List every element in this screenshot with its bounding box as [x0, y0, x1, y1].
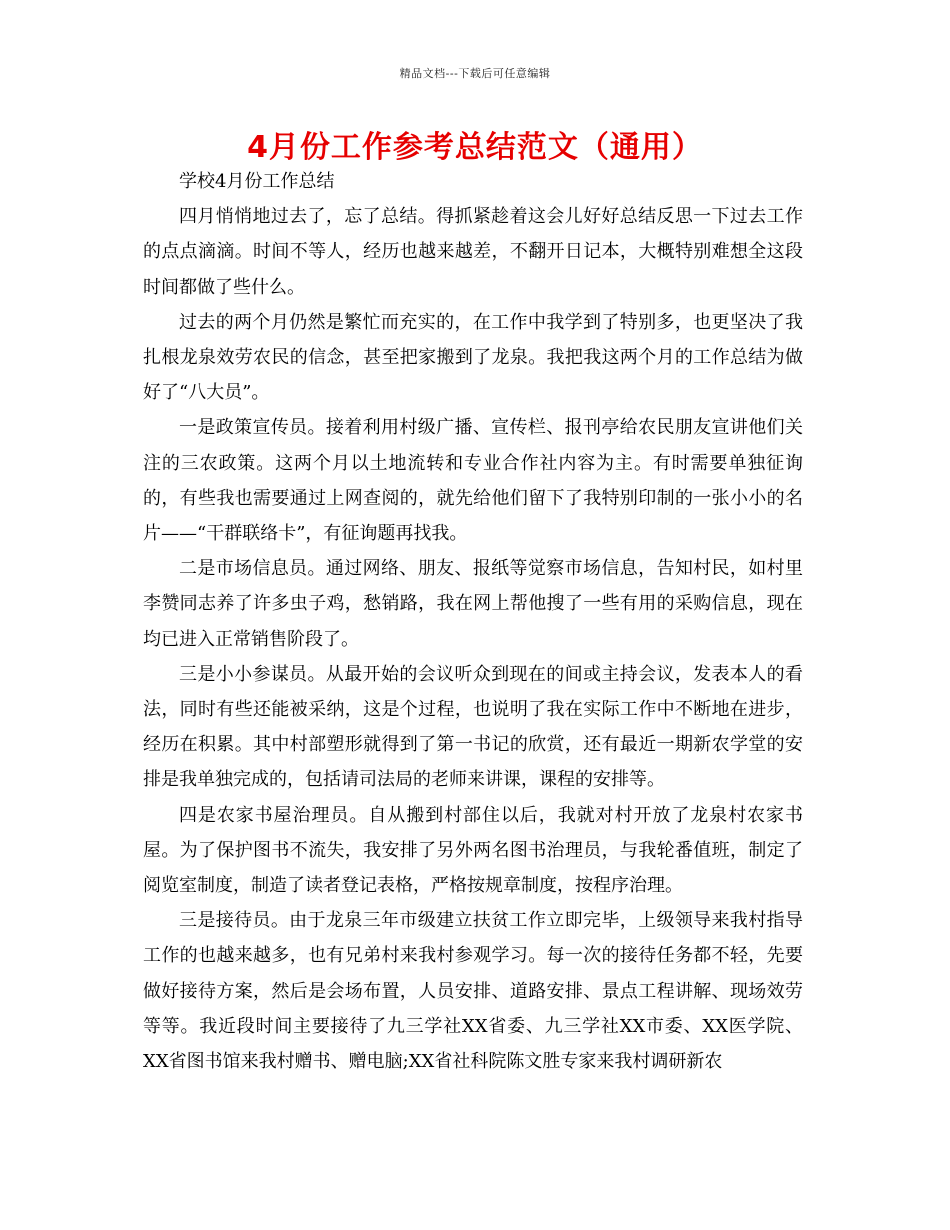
paragraph: 三是接待员。由于龙泉三年市级建立扶贫工作立即完毕，上级领导来我村指导工作的也越来越多，也有兄弟村来我村参观学习。每一次的接待任务都不轻，先要做好接待方案，然后是会场布置，人员安排、道路安排、景点工程讲解、现场效劳等等。我近段时间主要接待了九三学社XX省委、九三学社XX市委、XX医学院、XX省图书馆来我村赠书、赠电脑;XX省社科院陈文胜专家来我村调研新农 — [143, 910, 803, 1073]
paragraph: 四是农家书屋治理员。自从搬到村部住以后，我就对村开放了龙泉村农家书屋。为了保护图书不流失，我安排了另外两名图书治理员，与我轮番值班，制定了阅览室制度，制造了读者登记表格，严格按规章制度，按程序治理。 — [143, 804, 803, 897]
paragraph: 三是小小参谋员。从最开始的会议听众到现在的间或主持会议，发表本人的看法，同时有些还能被采纳，这是个过程，也说明了我在实际工作中不断地在进步，经历在积累。其中村部塑形就得到了第一书记的欣赏，还有最近一期新农学堂的安排是我单独完成的，包括请司法局的老师来讲课，课程的安排等。 — [143, 663, 803, 791]
document-subtitle: 学校4月份工作总结 — [179, 171, 335, 192]
paragraph: 二是市场信息员。通过网络、朋友、报纸等觉察市场信息，告知村民，如村里李赞同志养了许多虫子鸡，愁销路，我在网上帮他搜了一些有用的采购信息，现在均已进入正常销售阶段了。 — [143, 558, 803, 650]
paragraph: 一是政策宣传员。接着利用村级广播、宣传栏、报刊亭给农民朋友宣讲他们关注的三农政策。这两个月以土地流转和专业合作社内容为主。有时需要单独征询的，有些我也需要通过上网查阅的，就先给他们留下了我特别印制的一张小小的名片——“干群联络卡”，有征询题再找我。 — [143, 417, 803, 545]
header-note: 精品文档---下载后可任意编辑 — [399, 67, 551, 80]
document-body — [143, 164, 803, 1079]
paragraph: 四月悄悄地过去了，忘了总结。得抓紧趁着这会儿好好总结反思一下过去工作的点点滴滴。时间不等人，经历也越来越差，不翻开日记本，大概特别难想全这段时间都做了些什么。 — [143, 206, 803, 298]
paragraph: 过去的两个月仍然是繁忙而充实的，在工作中我学到了特别多，也更坚决了我扎根龙泉效劳农民的信念，甚至把家搬到了龙泉。我把我这两个月的工作总结为做好了“八大员”。 — [143, 311, 803, 404]
document-title: 4月份工作参考总结范文（通用） — [247, 130, 703, 165]
